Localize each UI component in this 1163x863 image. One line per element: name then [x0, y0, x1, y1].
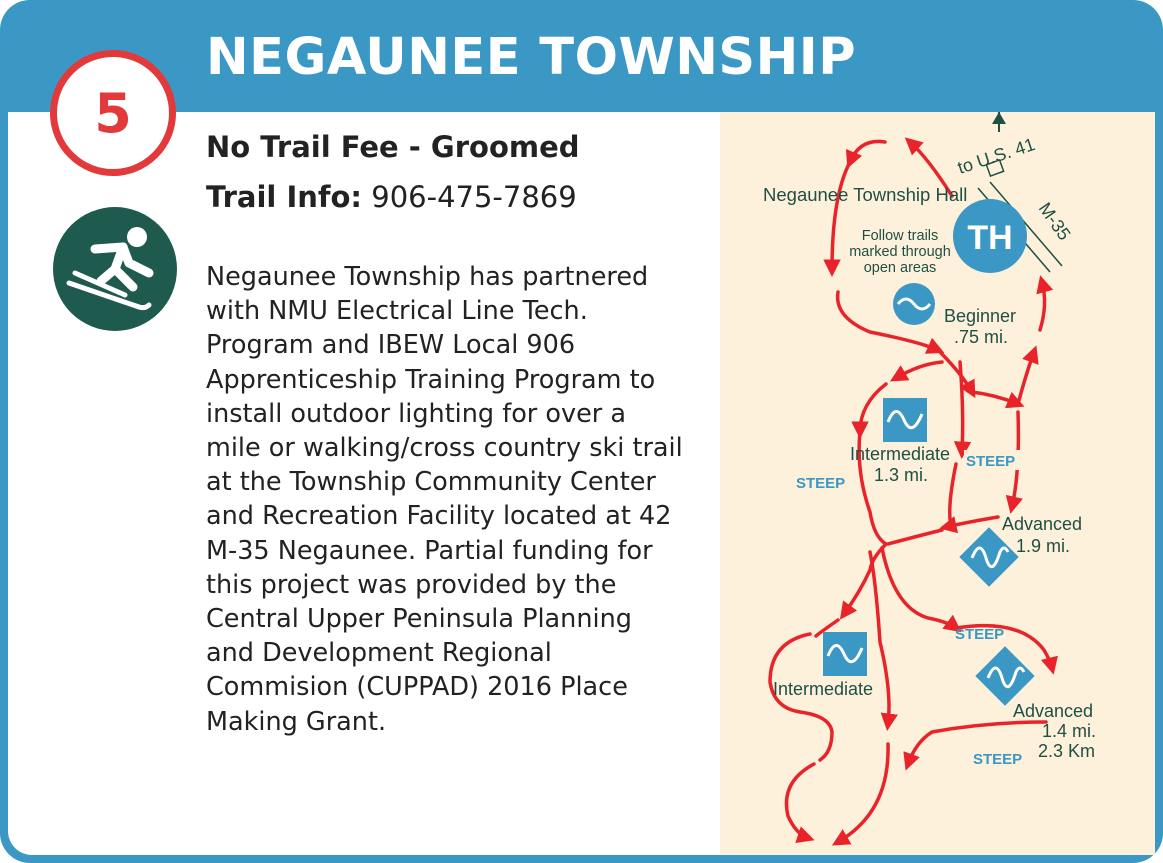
fee-text: No Trail Fee - Groomed: [206, 130, 580, 164]
trail-info-phone[interactable]: 906-475-7869: [371, 180, 577, 214]
description-line: with NMU Electrical Line Tech.: [206, 296, 588, 327]
intermediate-distance: 1.3 mi.: [874, 465, 929, 485]
description-line: and Development Regional: [206, 638, 552, 669]
advanced-diamond-icon: [975, 646, 1034, 705]
description-line: M-35 Negaunee. Partial funding for: [206, 535, 653, 566]
follow-note: open areas: [863, 260, 937, 276]
description-line: at the Township Community Center: [206, 467, 656, 498]
advanced-diamond-icon: [959, 527, 1018, 586]
hall-label: Negaunee Township Hall: [763, 184, 968, 205]
steep-label: STEEP: [966, 453, 1016, 470]
beginner-circle-icon: [893, 283, 935, 325]
description-line: Apprenticeship Training Program to: [206, 364, 656, 395]
intermediate-label: Intermediate: [773, 679, 874, 699]
page-title: NEGAUNEE TOWNSHIP: [206, 28, 857, 87]
advanced-label: Advanced: [1002, 514, 1083, 534]
trail-map: [720, 112, 1155, 855]
advanced-distance-km: 2.3 Km: [1038, 741, 1096, 761]
m35-label: M-35: [1034, 198, 1075, 244]
description-line: install outdoor lighting for over a: [206, 398, 626, 429]
trail-number: 5: [94, 81, 132, 145]
intermediate-square-icon: [823, 632, 867, 676]
advanced-distance: 1.4 mi.: [1042, 721, 1097, 741]
intermediate-label: Intermediate: [850, 444, 951, 464]
downhill-skier-icon: [53, 207, 177, 331]
trail-info: [206, 180, 577, 214]
trail-number-badge: [50, 50, 176, 176]
description-line: this project was provided by the: [206, 569, 617, 600]
steep-label: STEEP: [973, 751, 1023, 768]
advanced-label: Advanced: [1013, 701, 1094, 721]
beginner-distance: .75 mi.: [954, 327, 1009, 347]
to-us41-label: to U.S. 41: [955, 134, 1038, 178]
description-line: Central Upper Peninsula Planning: [206, 604, 632, 635]
beginner-label: Beginner: [944, 306, 1017, 326]
intermediate-square-icon: [883, 398, 927, 442]
description-line: Making Grant.: [206, 706, 387, 737]
advanced-distance: 1.9 mi.: [1016, 536, 1071, 556]
description-line: Program and IBEW Local 906: [206, 330, 576, 361]
trailhead-label: TH: [967, 219, 1013, 257]
steep-label: STEEP: [796, 475, 846, 492]
description: [206, 260, 706, 739]
follow-note: Follow trails: [861, 228, 939, 244]
steep-label: STEEP: [955, 626, 1005, 643]
description-line: Commision (CUPPAD) 2016 Place: [206, 672, 628, 703]
follow-note: marked through: [849, 244, 951, 260]
north-arrow-icon: [992, 112, 1006, 124]
description-line: and Recreation Facility located at 42: [206, 501, 672, 532]
description-line: mile or walking/cross country ski trail: [206, 433, 683, 464]
description-line: Negaunee Township has partnered: [206, 262, 649, 292]
trail-info-label: Trail Info:: [206, 180, 363, 214]
